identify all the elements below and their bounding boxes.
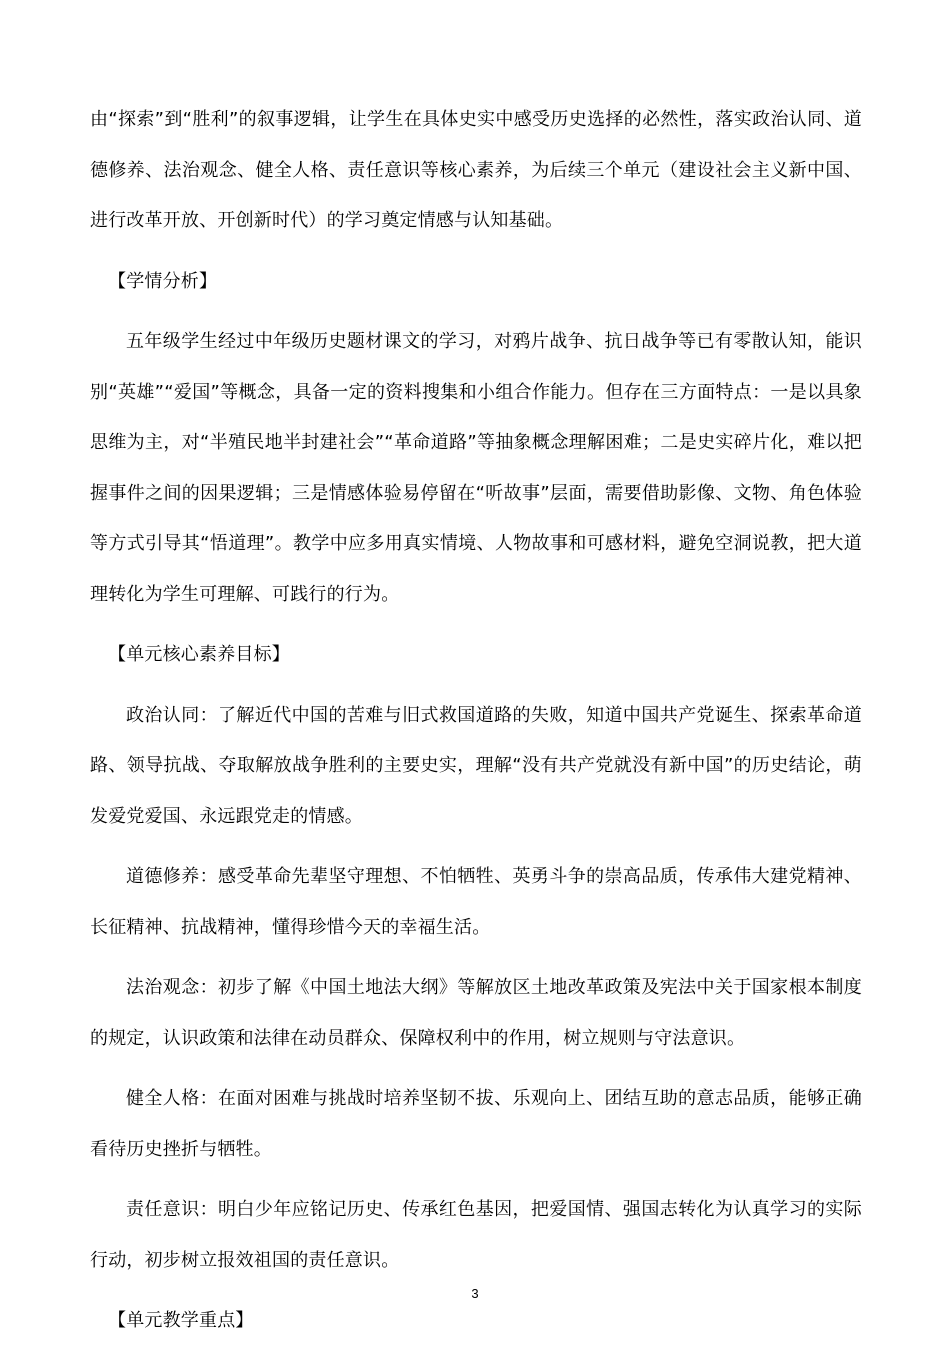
section-heading-teaching-focus: 【单元教学重点】 [108,1310,254,1331]
learning-analysis-paragraph: 五年级学生经过中年级历史题材课文的学习，对鸦片战争、抗日战争等已有零散认知，能识别“英雄”“爱国”等概念，具备一定的资料搜集和小组合作能力。但存在三方面特点：一是以具象思维为主，对“半殖民地半封建社会”“革命道路”等抽象概念理解困难；二是史实碎片化，难以把握事件之间的因果逻辑；三是情感体验易停留在“听故事”层面，需要借助影像、文物、角色体验等方式引导其“悟道理”。教学中应多用真实情境、人物故事和可感材料，避免空洞说教，把大道理转化为学生可理解、可践行的行为。 [90,331,862,605]
document-body [90,95,862,1357]
section-heading-core-goals: 【单元核心素养目标】 [108,644,290,665]
goal-rule-of-law: 法治观念：初步了解《中国土地法大纲》等解放区土地改革政策及宪法中关于国家根本制度的规定，认识政策和法律在动员群众、保障权利中的作用，树立规则与守法意识。 [90,977,862,1049]
goal-political-identity: 政治认同：了解近代中国的苦难与旧式救国道路的失败，知道中国共产党诞生、探索革命道路、领导抗战、夺取解放战争胜利的主要史实，理解“没有共产党就没有新中国”的历史结论，萌发爱党爱国、永远跟党走的情感。 [90,704,862,827]
intro-paragraph: 由“探索”到“胜利”的叙事逻辑，让学生在具体史实中感受历史选择的必然性，落实政治认同、道德修养、法治观念、健全人格、责任意识等核心素养，为后续三个单元（建设社会主义新中国、进行改革开放、开创新时代）的学习奠定情感与认知基础。 [90,109,862,231]
goal-sound-personality: 健全人格：在面对困难与挑战时培养坚韧不拔、乐观向上、团结互助的意志品质，能够正确看待历史挫折与牺牲。 [90,1088,862,1160]
goal-moral-cultivation: 道德修养：感受革命先辈坚守理想、不怕牺牲、英勇斗争的崇高品质，传承伟大建党精神、长征精神、抗战精神，懂得珍惜今天的幸福生活。 [90,866,862,938]
section-heading-learning-analysis: 【学情分析】 [108,270,218,292]
page-number: 3 [471,1286,479,1301]
goal-responsibility: 责任意识：明白少年应铭记历史、传承红色基因，把爱国情、强国志转化为认真学习的实际行动，初步树立报效祖国的责任意识。 [90,1199,862,1271]
